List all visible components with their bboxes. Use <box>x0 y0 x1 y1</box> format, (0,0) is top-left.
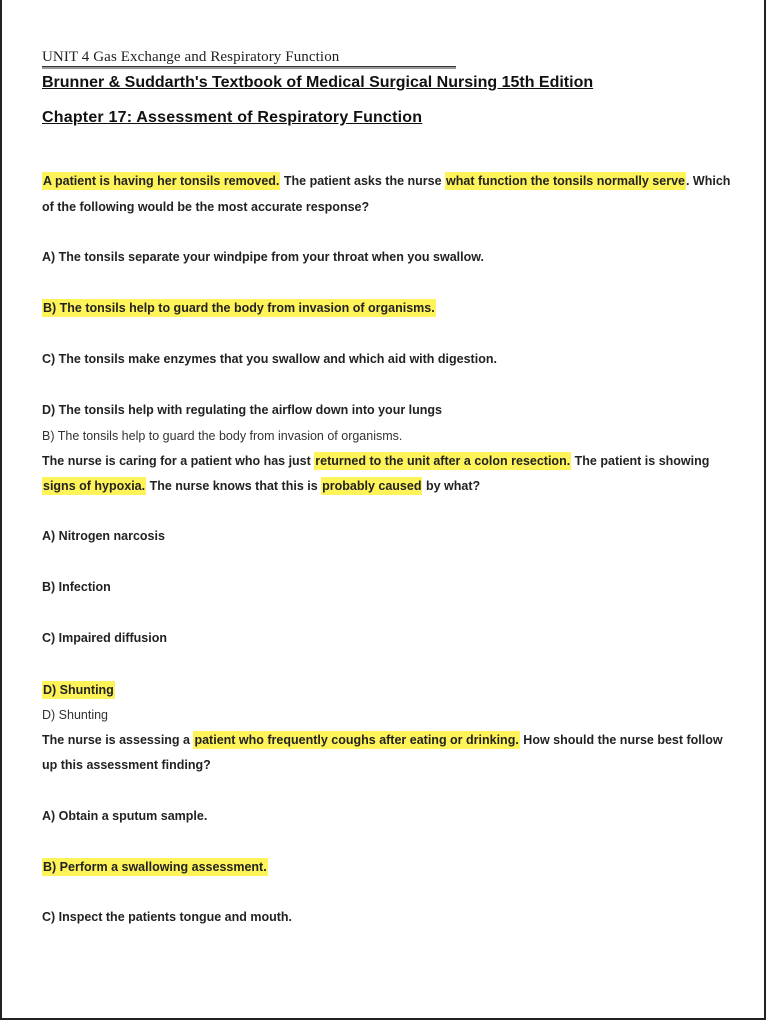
q3-stem-line-2: up this assessment finding? <box>42 758 211 772</box>
q1-stem-text-2: . Which <box>685 174 731 188</box>
q2-stem-highlight-2: signs of hypoxia. <box>43 479 146 493</box>
q2-option-b: B) Infection <box>42 580 111 594</box>
q1-option-b <box>42 301 436 315</box>
q2-stem-highlight-1: returned to the unit after a colon resection. <box>315 454 571 468</box>
q3-option-b-highlight: B) Perform a swallowing assessment. <box>43 860 267 874</box>
q1-stem-text-1: The patient asks the nurse <box>280 174 446 188</box>
q2-stem-highlight-3: probably caused <box>322 479 422 493</box>
q2-stem-text-4: by what? <box>422 479 481 493</box>
q1-stem-line-1 <box>42 174 730 188</box>
q2-option-d <box>42 683 115 697</box>
q3-option-a: A) Obtain a sputum sample. <box>42 809 208 823</box>
q2-option-a: A) Nitrogen narcosis <box>42 529 165 543</box>
q3-option-c: C) Inspect the patients tongue and mouth. <box>42 910 292 924</box>
q3-stem-text-2: How should the nurse best follow <box>519 733 723 747</box>
q1-answer: B) The tonsils help to guard the body from invasion of organisms. <box>42 429 403 443</box>
q1-option-d: D) The tonsils help with regulating the airflow down into your lungs <box>42 403 442 417</box>
chapter-title: Chapter 17: Assessment of Respiratory Function <box>42 109 423 126</box>
q2-answer: D) Shunting <box>42 708 109 722</box>
q1-stem-highlight-2: what function the tonsils normally serve <box>446 174 685 188</box>
q3-stem-text-1: The nurse is assessing a <box>42 733 194 747</box>
unit-heading-rule <box>42 66 456 69</box>
q2-stem-text-2: The patient is showing <box>571 454 710 468</box>
q1-option-c: C) The tonsils make enzymes that you swallow and which aid with digestion. <box>42 352 497 366</box>
q1-option-a: A) The tonsils separate your windpipe from your throat when you swallow. <box>42 250 484 264</box>
q2-option-c: C) Impaired diffusion <box>42 631 167 645</box>
book-title: Brunner & Suddarth's Textbook of Medical Surgical Nursing 15th Edition <box>42 74 594 91</box>
q2-stem-text-1: The nurse is caring for a patient who has just <box>42 454 315 468</box>
q2-stem-text-3: The nurse knows that this is <box>146 479 322 493</box>
q2-option-d-highlight: D) Shunting <box>43 683 114 697</box>
q3-option-b <box>42 860 268 874</box>
q3-stem-line-1 <box>42 733 723 747</box>
q3-stem-highlight-1: patient who frequently coughs after eating or drinking. <box>194 733 519 747</box>
q2-stem-line-2 <box>42 479 480 493</box>
q1-stem-highlight-1: A patient is having her tonsils removed. <box>43 174 280 188</box>
unit-heading: UNIT 4 Gas Exchange and Respiratory Function <box>42 49 340 65</box>
q1-option-b-highlight: B) The tonsils help to guard the body from invasion of organisms. <box>43 301 435 315</box>
q1-stem-line-2: of the following would be the most accurate response? <box>42 200 370 214</box>
q2-stem-line-1 <box>42 454 709 468</box>
